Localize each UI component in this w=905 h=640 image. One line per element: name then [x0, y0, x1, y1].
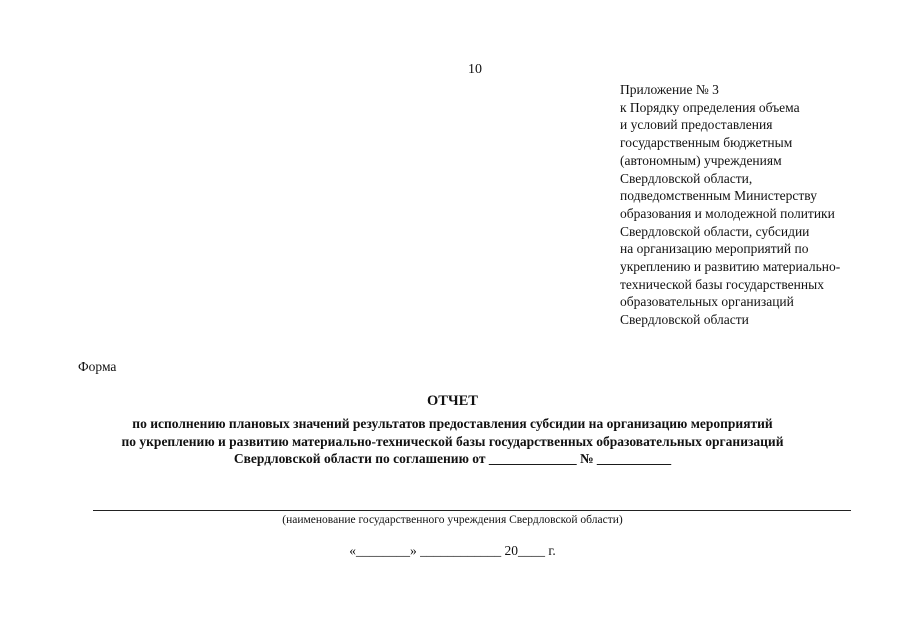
appendix-line: государственным бюджетным — [620, 135, 793, 151]
report-subtitle — [0, 415, 905, 468]
page-number: 10 — [468, 62, 482, 77]
institution-name-field[interactable] — [93, 510, 851, 511]
form-label: Форма — [78, 359, 117, 374]
appendix-line: образования и молодежной политики — [620, 205, 835, 221]
appendix-reference — [620, 81, 890, 329]
report-subtitle-line: по укреплению и развитию материально-технической базы государственных образовательных организаций — [121, 433, 784, 449]
appendix-line: (автономным) учреждениям — [620, 152, 782, 168]
appendix-line: технической базы государственных — [620, 276, 824, 292]
report-title: ОТЧЕТ — [427, 393, 478, 409]
appendix-line: Свердловской области, субсидии — [620, 223, 810, 239]
report-subtitle-line: по исполнению плановых значений результатов предоставления субсидии на организацию мероприятий — [132, 416, 773, 431]
appendix-line: к Порядку определения объема — [620, 99, 800, 115]
date-field[interactable]: «________» ____________ 20____ г. — [349, 543, 556, 558]
appendix-line: образовательных организаций — [620, 294, 794, 310]
report-subtitle-line: Свердловской области по соглашению от _____________ № ___________ — [233, 451, 672, 467]
appendix-line: подведомственным Министерству — [620, 188, 817, 204]
appendix-line: на организацию мероприятий по — [620, 241, 809, 257]
appendix-line: и условий предоставления — [620, 117, 773, 133]
appendix-line: Свердловской области — [620, 312, 749, 328]
appendix-line: Приложение № 3 — [620, 82, 719, 97]
appendix-line: Свердловской области, — [620, 170, 753, 186]
appendix-line: укреплению и развитию материально- — [620, 259, 841, 275]
institution-caption: (наименование государственного учреждения Свердловской области) — [282, 514, 623, 526]
